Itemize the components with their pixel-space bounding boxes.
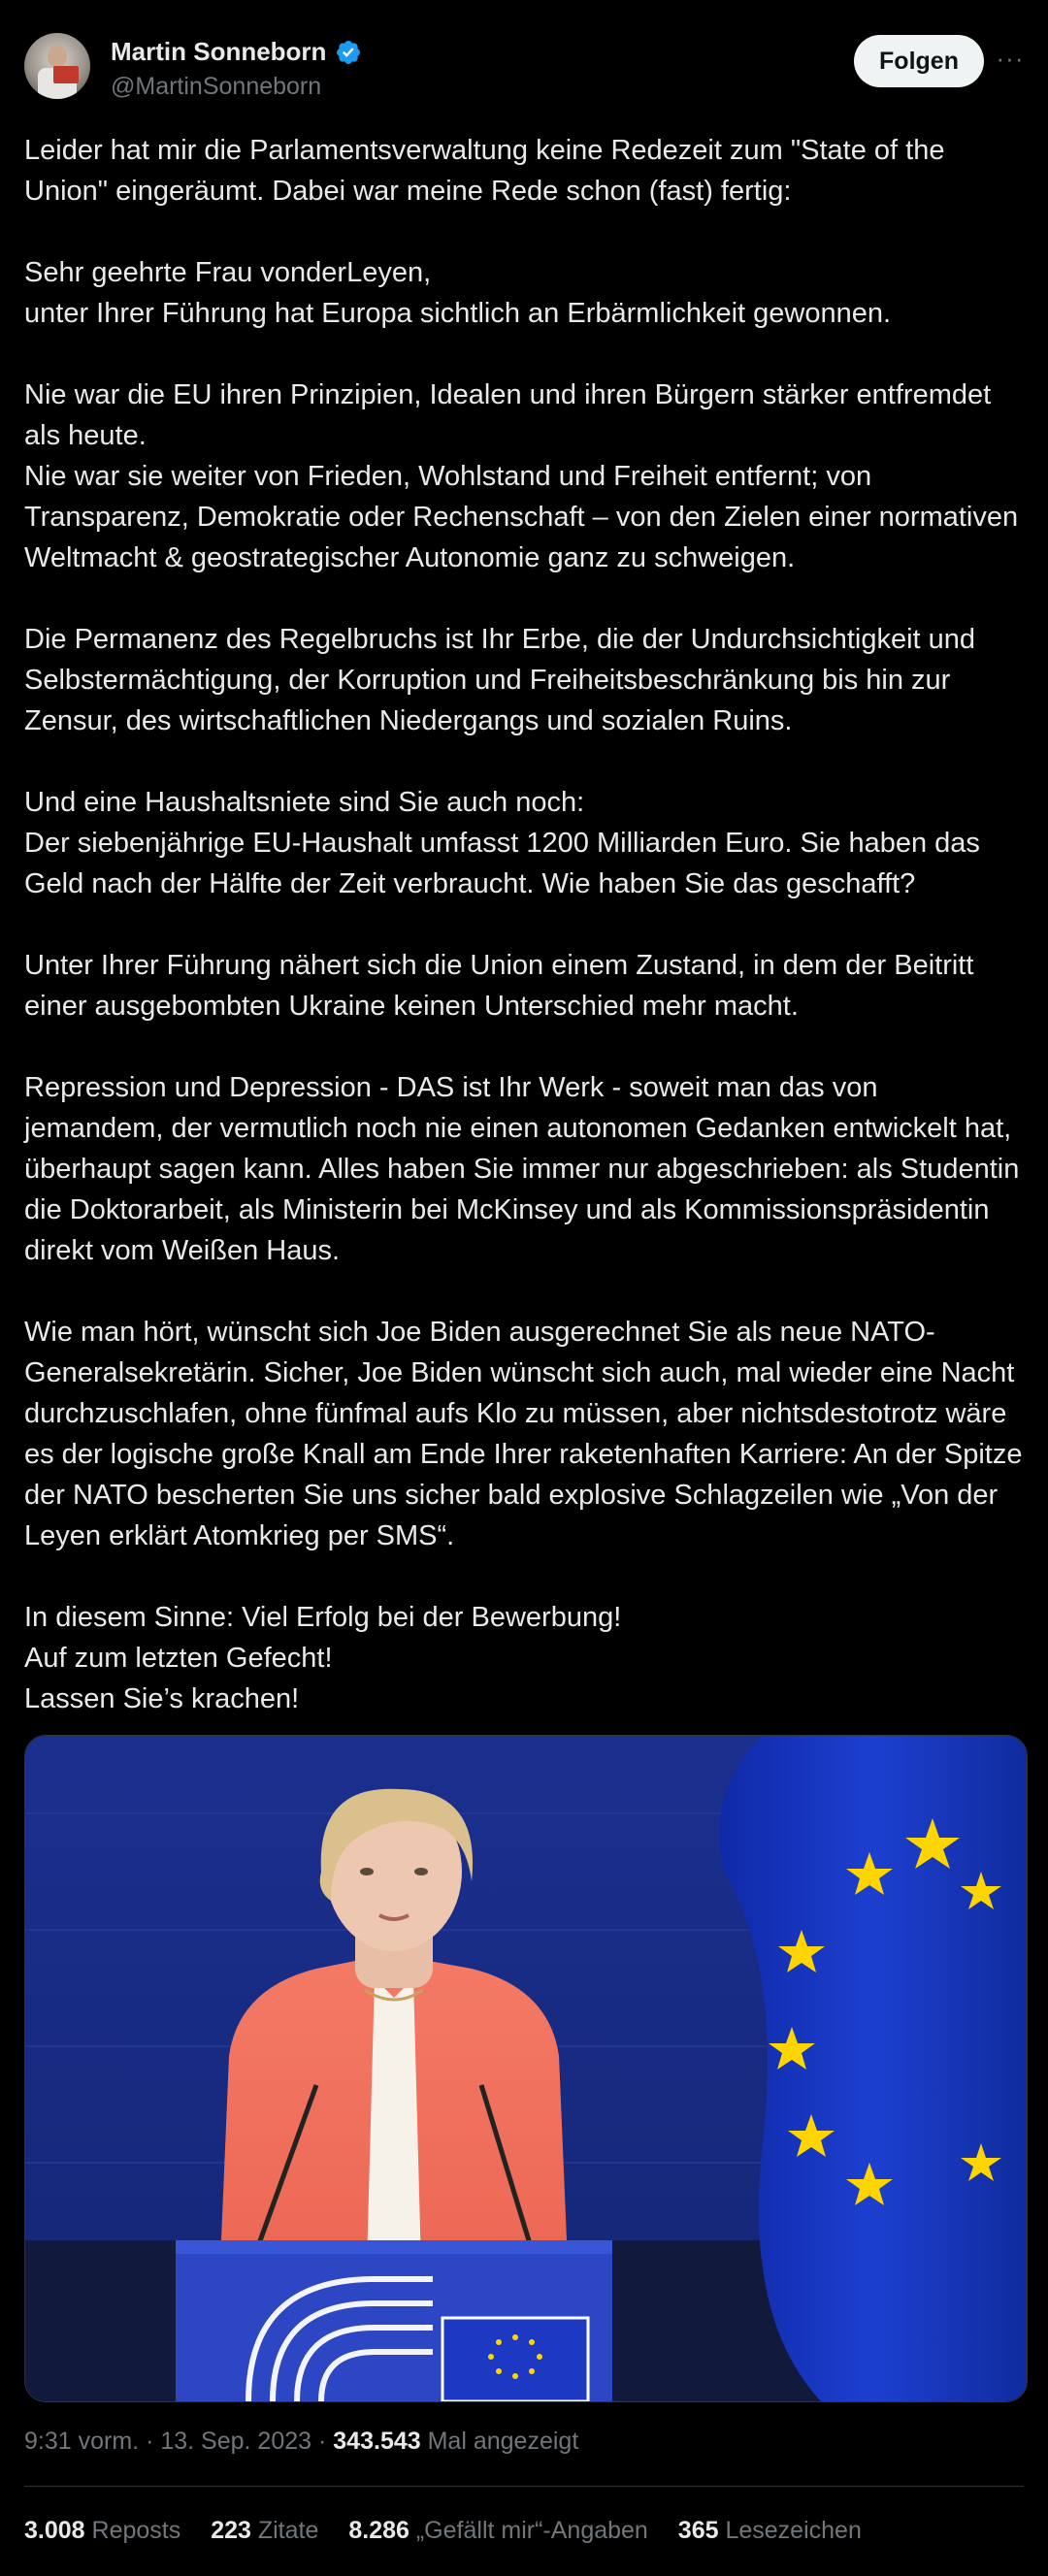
tweet-paragraph	[24, 1312, 1024, 1556]
tweet-line: Die Permanenz des Regelbruchs ist Ihr Erbe, die der Undurchsichtigkeit und Selbstermächtigung, der Korruption und Freiheitsbeschränkung bis hin zur Zensur, des wirtschaftlichen Niedergangs und sozialen Ruins.	[24, 624, 976, 736]
tweet-paragraph	[24, 252, 1024, 334]
author-handle[interactable]: @MartinSonneborn	[111, 73, 322, 100]
tweet-line: Nie war sie weiter von Frieden, Wohlstand und Freiheit entfernt; von Transparenz, Demokratie oder Rechenschaft – von den Zielen einer normativen Weltmacht & geostrategischer Autonomie ganz zu schweigen.	[24, 461, 1019, 573]
tweet-line: Der siebenjährige EU-Haushalt umfasst 1200 Milliarden Euro. Sie haben das Geld nach der Hälfte der Zeit verbraucht. Wie haben Sie das geschafft?	[24, 828, 980, 899]
tweet-line: unter Ihrer Führung hat Europa sichtlich an Erbärmlichkeit gewonnen.	[24, 298, 892, 329]
tweet-line: Und eine Haushaltsniete sind Sie auch noch:	[24, 787, 585, 818]
tweet-line: Sehr geehrte Frau vonderLeyen,	[24, 257, 432, 288]
tweet-line: Leider hat mir die Parlamentsverwaltung keine Redezeit zum "State of the Union" eingeräumt. Dabei war meine Rede schon (fast) fertig:	[24, 135, 945, 207]
tweet-line: Unter Ihrer Führung nähert sich die Union einem Zustand, in dem der Beitritt einer ausgebombten Ukraine keinen Unterschied mehr macht.	[24, 950, 974, 1022]
views-count: 343.543	[333, 2428, 421, 2455]
likes-stat[interactable]: 8.286 „Gefällt mir“-Angaben	[348, 2517, 648, 2544]
tweet-header	[24, 33, 1024, 101]
tweet-paragraph	[24, 130, 1024, 212]
tweet-paragraph	[24, 1597, 1024, 1719]
more-options-icon[interactable]: ···	[996, 44, 1025, 73]
verified-badge-icon	[335, 39, 362, 66]
author-info[interactable]	[111, 37, 362, 101]
views-label: Mal angezeigt	[427, 2428, 579, 2455]
tweet-line: Lassen Sie’s krachen!	[24, 1683, 300, 1714]
meta-separator: ·	[318, 2428, 327, 2455]
tweet-time[interactable]: 9:31 vorm.	[24, 2428, 140, 2455]
tweet-meta	[24, 2428, 578, 2456]
reposts-stat[interactable]: 3.008 Reposts	[24, 2517, 181, 2544]
tweet-paragraph	[24, 619, 1024, 741]
follow-button[interactable]: Folgen	[854, 35, 984, 87]
tweet-line: In diesem Sinne: Viel Erfolg bei der Bewerbung!	[24, 1602, 622, 1633]
avatar[interactable]	[24, 33, 90, 99]
tweet-media-image[interactable]	[24, 1735, 1028, 2402]
tweet-paragraph	[24, 782, 1024, 904]
media-photo	[25, 1736, 1027, 2401]
meta-separator: ·	[146, 2428, 154, 2455]
tweet-line: Nie war die EU ihren Prinzipien, Idealen und ihren Bürgern stärker entfremdet als heute.	[24, 379, 992, 451]
author-name[interactable]: Martin Sonneborn	[111, 37, 327, 66]
bookmarks-stat[interactable]: 365 Lesezeichen	[677, 2517, 862, 2544]
tweet-paragraph	[24, 945, 1024, 1027]
tweet-paragraph	[24, 375, 1024, 578]
tweet-line: Repression und Depression - DAS ist Ihr Werk - soweit man das von jemandem, der vermutlich noch nie einen autonomen Gedanken entwickelt hat, überhaupt sagen kann. Alles haben Sie immer nur abgeschrieben: als Studentin die Doktorarbeit, als Ministerin bei McKinsey und als Kommissionspräsidentin direkt vom Weißen Haus.	[24, 1072, 1020, 1266]
divider	[24, 2486, 1024, 2487]
tweet-line: Auf zum letzten Gefecht!	[24, 1643, 333, 1674]
tweet-date[interactable]: 13. Sep. 2023	[160, 2428, 312, 2455]
tweet-line: Wie man hört, wünscht sich Joe Biden ausgerechnet Sie als neue NATO-Generalsekretärin. Sicher, Joe Biden wünscht sich auch, mal wieder eine Nacht durchzuschlafen, ohne fünfmal aufs Klo zu müssen, aber nichtsdestotrotz wäre es der logische große Knall am Ende Ihrer raketenhaften Karriere: An der Spitze der NATO bescherten Sie uns sicher bald explosive Schlagzeilen wie „Von der Leyen erklärt Atomkrieg per SMS“.	[24, 1317, 1023, 1551]
tweet-text	[24, 130, 1024, 1760]
tweet-stats	[24, 2517, 885, 2545]
quotes-stat[interactable]: 223 Zitate	[211, 2517, 319, 2544]
tweet-paragraph	[24, 1067, 1024, 1271]
